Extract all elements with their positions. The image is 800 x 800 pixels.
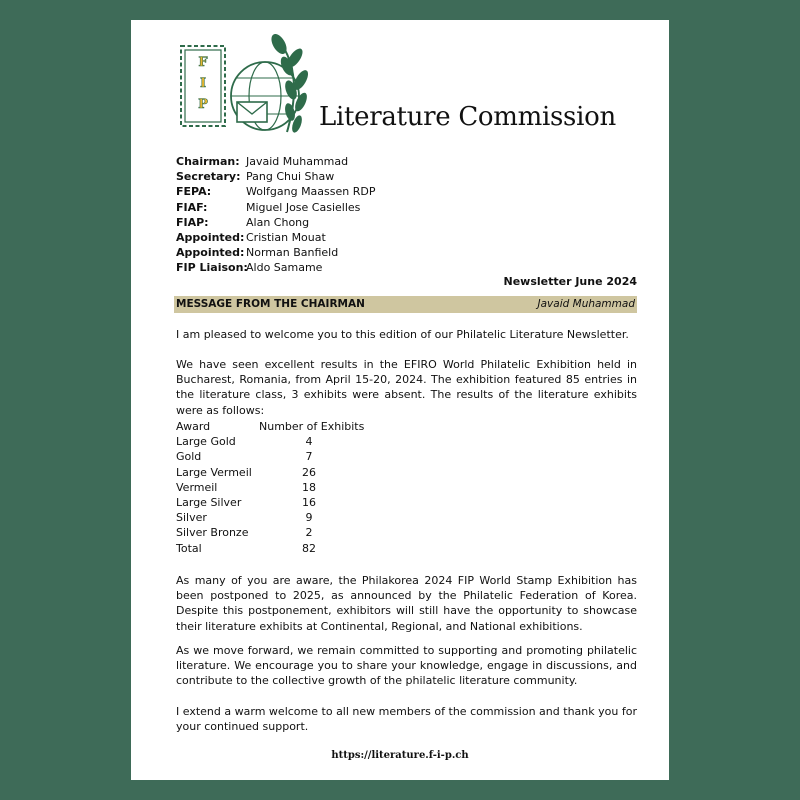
footer-url-link[interactable]: https://literature.f-i-p.ch	[331, 750, 469, 761]
officer-name: Pang Chui Shaw	[246, 170, 335, 184]
award-count: 7	[305, 450, 313, 464]
officer-name: Norman Banfield	[246, 246, 339, 260]
banner-author: Javaid Muhammad	[537, 298, 635, 310]
awards-header-row	[176, 419, 364, 434]
fip-logo	[179, 32, 309, 142]
paragraph-philakorea: As many of you are aware, the Philakorea 2024 FIP World Stamp Exhibition has been postponed to 2025, as announced by the Philatelic Federation of Korea. Despite this postponement, exhibitors will still have the opportunity to showcase their literature exhibits at Continental, Regional, and National exhibitions.	[176, 574, 637, 633]
officer-role: Secretary:	[176, 170, 241, 184]
table-row	[176, 510, 364, 525]
fip-logo-graphic	[179, 32, 309, 142]
officer-row	[176, 169, 375, 184]
paragraph-efiro: We have seen excellent results in the EFIRO World Philatelic Exhibition held in Bucharest, Romania, from April 15-20, 2024. The exhibition featured 85 entries in the literature class, 3 exhibits were absent. The results of the literature exhibits were as follows:	[176, 358, 637, 417]
officer-role: FEPA:	[176, 185, 212, 199]
table-row	[176, 434, 364, 449]
officer-name: Miguel Jose Casielles	[246, 200, 361, 214]
officer-row	[176, 245, 375, 260]
officer-row	[176, 230, 375, 245]
table-row	[176, 495, 364, 510]
award-name: Silver Bronze	[176, 526, 249, 540]
paragraph-welcome: I am pleased to welcome you to this edition of our Philatelic Literature Newsletter.	[176, 328, 629, 341]
paragraph-welcome-members: I extend a warm welcome to all new members of the commission and thank you for your continued support.	[176, 705, 637, 734]
officer-role: FIAF:	[176, 200, 208, 214]
award-name: Large Vermeil	[176, 465, 252, 479]
officer-name: Javaid Muhammad	[246, 155, 349, 168]
officer-name: Wolfgang Maassen RDP	[246, 185, 376, 199]
officer-role: FIP Liaison:	[176, 261, 248, 275]
officer-row	[176, 215, 375, 230]
awards-header-count: Number of Exhibits	[259, 420, 365, 433]
officer-row	[176, 260, 375, 275]
svg-text:I: I	[199, 76, 207, 91]
newsletter-page	[131, 20, 669, 780]
svg-text:P: P	[198, 97, 208, 112]
award-count: 16	[302, 495, 316, 509]
table-row	[176, 465, 364, 480]
award-name: Vermeil	[176, 480, 218, 494]
svg-text:F: F	[198, 55, 208, 70]
officer-name: Alan Chong	[246, 215, 310, 229]
officers-list	[176, 154, 375, 276]
award-name: Large Gold	[176, 435, 236, 449]
officer-role: Chairman:	[176, 155, 240, 168]
award-name: Gold	[176, 450, 202, 464]
officer-row	[176, 200, 375, 215]
section-banner	[174, 296, 637, 313]
award-count: 2	[305, 526, 313, 540]
award-count: 82	[302, 541, 316, 555]
page-title: Literature Commission	[319, 102, 616, 132]
officer-role: Appointed:	[176, 246, 245, 260]
award-count: 26	[302, 465, 316, 479]
officer-name: Cristian Mouat	[246, 230, 326, 244]
officer-role: Appointed:	[176, 230, 245, 244]
award-name: Total	[176, 541, 202, 555]
officer-row	[176, 184, 375, 199]
award-count: 4	[305, 435, 313, 449]
table-row	[176, 525, 364, 540]
awards-table	[176, 419, 364, 556]
table-row-total	[176, 541, 364, 556]
table-row	[176, 480, 364, 495]
officer-role: FIAP:	[176, 215, 209, 229]
officer-row	[176, 154, 375, 169]
awards-header-award: Award	[176, 420, 211, 433]
award-count: 9	[305, 511, 313, 525]
newsletter-date: Newsletter June 2024	[503, 275, 637, 288]
paragraph-commitment: As we move forward, we remain committed to supporting and promoting philatelic literature. We encourage you to share your knowledge, engage in discussions, and contribute to the collective growth of the philatelic literature community.	[176, 644, 637, 688]
award-count: 18	[302, 480, 316, 494]
table-row	[176, 449, 364, 464]
banner-title: MESSAGE FROM THE CHAIRMAN	[176, 298, 365, 310]
award-name: Large Silver	[176, 495, 242, 509]
award-name: Silver	[176, 511, 207, 525]
officer-name: Aldo Samame	[246, 261, 323, 275]
